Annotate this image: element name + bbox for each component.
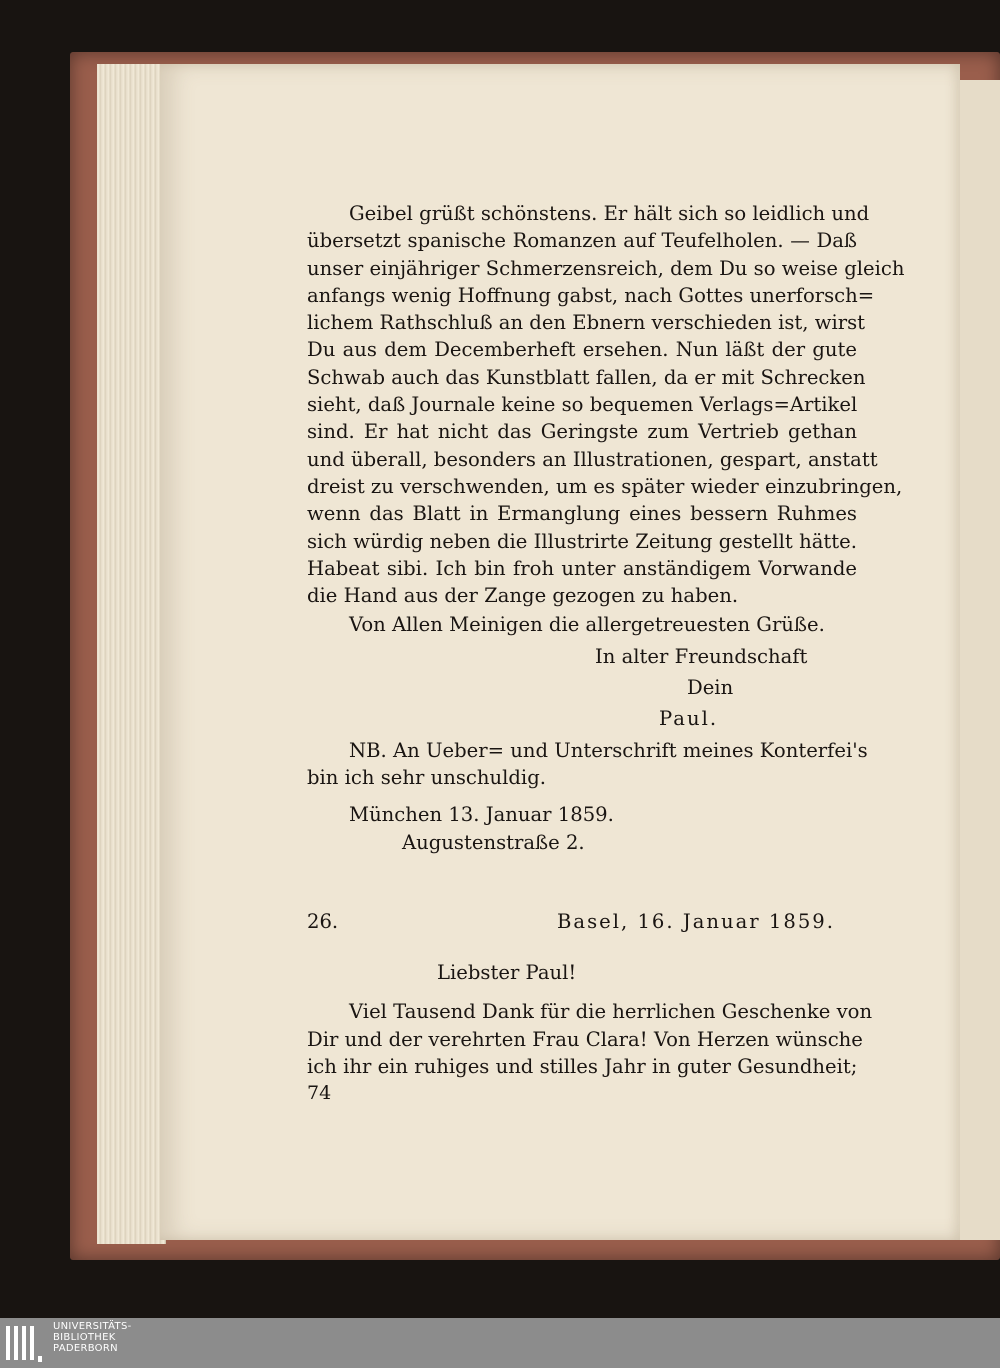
text-line: lichem Rathschluß an den Ebnern verschieden ist, wirst (307, 311, 866, 335)
page-text (307, 200, 905, 1080)
signature: Paul. (659, 707, 719, 731)
logo-line: UNIVERSITÄTS- (53, 1321, 132, 1332)
page-edges (97, 64, 166, 1244)
closing-line: Dein (687, 676, 734, 700)
greeting-line: Von Allen Meinigen die allergetreuesten Grüße. (349, 613, 825, 637)
text-line: sieht, daß Journale keine so bequemen Verlags=Artikel (307, 393, 858, 417)
text-line: Viel Tausend Dank für die herrlichen Geschenke von (349, 1000, 873, 1024)
nb-line: NB. An Ueber= und Unterschrift meines Konterfei's (349, 738, 868, 762)
closing-line: In alter Freundschaft (595, 644, 808, 668)
text-line: sind. Er hat nicht das Geringste zum Vertrieb gethan (307, 420, 857, 444)
library-logo-icon (4, 1322, 44, 1366)
text-line: übersetzt spanische Romanzen auf Teufelholen. — Daß (307, 229, 857, 253)
letter-number: 26. (307, 909, 339, 933)
text-line: ich ihr ein ruhiges und stilles Jahr in guter Gesundheit; (307, 1055, 858, 1079)
page-number: 74 (307, 1082, 332, 1104)
text-line: dreist zu verschwenden, um es später wieder einzubringen, (307, 474, 903, 498)
text-line: Geibel grüßt schönstens. Er hält sich so leidlich und (349, 202, 870, 225)
text-line: unser einjähriger Schmerzensreich, dem Du so weise gleich (307, 256, 905, 280)
nb-line: bin ich sehr unschuldig. (307, 765, 546, 789)
text-line: und überall, besonders an Illustrationen, gespart, anstatt (307, 447, 878, 471)
logo-line: PADERBORN (53, 1343, 118, 1354)
logo-line: BIBLIOTHEK (53, 1332, 116, 1343)
footer-bar (0, 1318, 1000, 1368)
text-line: wenn das Blatt in Ermanglung eines bessern Ruhmes (307, 502, 857, 526)
address: Augustenstraße 2. (402, 830, 585, 854)
salutation: Liebster Paul! (437, 961, 577, 985)
text-line: Schwab auch das Kunstblatt fallen, da er mit Schrecken (307, 365, 866, 389)
text-line: die Hand aus der Zange gezogen zu haben. (307, 584, 739, 608)
text-line: Habeat sibi. Ich bin froh unter anständigem Vorwande (307, 556, 857, 580)
text-line: Du aus dem Decemberheft ersehen. Nun läßt der gute (307, 338, 857, 362)
text-line: sich würdig neben die Illustrirte Zeitung gestellt hätte. (307, 529, 857, 553)
facing-page-edge (958, 80, 1000, 1240)
library-logo-text (53, 1321, 132, 1354)
place-date: München 13. Januar 1859. (349, 803, 614, 827)
text-line: Dir und der verehrten Frau Clara! Von Herzen wünsche (307, 1027, 863, 1051)
letter-dateline: Basel, 16. Januar 1859. (557, 909, 835, 933)
text-line: anfangs wenig Hoffnung gabst, nach Gottes unerforsch= (307, 283, 875, 307)
